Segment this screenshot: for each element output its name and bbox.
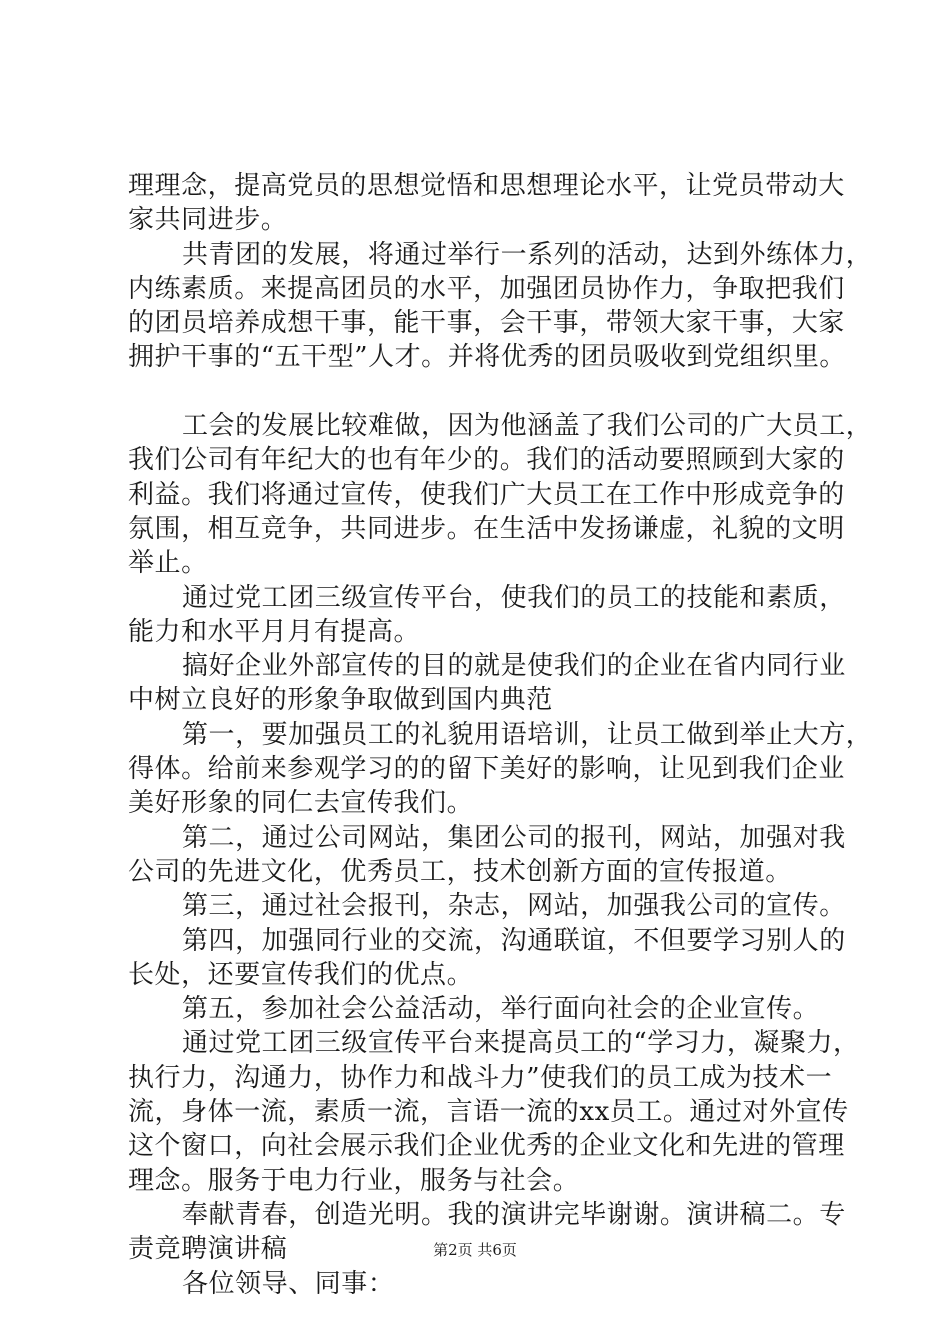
text-line: 得体。给前来参观学习的的留下美好的影响，让见到我们企业 <box>128 754 845 785</box>
text-line: 长处，还要宣传我们的优点。 <box>128 959 474 990</box>
paragraph-start-line: 共青团的发展，将通过举行一系列的活动，达到外练体力， <box>182 239 873 270</box>
paragraph-start-line: 第四，加强同行业的交流，沟通联谊，不但要学习别人的 <box>182 925 846 956</box>
text-line: 家共同进步。 <box>128 205 288 236</box>
text-line: 理念。服务于电力行业，服务与社会。 <box>128 1165 580 1196</box>
text-line: 这个窗口，向社会展示我们企业优秀的企业文化和先进的管理 <box>128 1131 845 1162</box>
text-line: 流，身体一流，素质一流，言语一流的xx员工。通过对外宣传 <box>128 1097 849 1128</box>
text-line: 氛围，相互竞争，共同进步。在生活中发扬谦虚，礼貌的文明 <box>128 513 845 544</box>
paragraph-start-line: 第二，通过公司网站，集团公司的报刊，网站，加强对我 <box>182 822 846 853</box>
text-line: 内练素质。来提高团员的水平，加强团员协作力，争取把我们 <box>128 273 845 304</box>
text-line: 利益。我们将通过宣传，使我们广大员工在工作中形成竞争的 <box>128 479 845 510</box>
page-number-footer: 第2页 共6页 <box>433 1241 517 1259</box>
text-line: 理理念，提高党员的思想觉悟和思想理论水平，让党员带动大 <box>128 171 845 201</box>
blank-line <box>128 375 828 409</box>
text-line: 我们公司有年纪大的也有年少的。我们的活动要照顾到大家的 <box>128 445 845 476</box>
paragraph-start-line: 通过党工团三级宣传平台，使我们的员工的技能和素质， <box>182 582 846 613</box>
paragraph-start-line: 第五，参加社会公益活动，举行面向社会的企业宣传。 <box>182 994 820 1025</box>
text-line: 中树立良好的形象争取做到国内典范 <box>128 685 553 716</box>
paragraph-start-line: 工会的发展比较难做，因为他涵盖了我们公司的广大员工， <box>182 411 873 442</box>
text-line: 能力和水平月月有提高。 <box>128 616 421 647</box>
paragraph-start-line: 通过党工团三级宣传平台来提高员工的“学习力，凝聚力， <box>182 1028 860 1059</box>
text-line: 的团员培养成想干事，能干事，会干事，带领大家干事，大家 <box>128 308 845 339</box>
text-line: 责竞聘演讲稿 <box>128 1234 288 1265</box>
paragraph-start-line: 第三，通过社会报刊，杂志，网站，加强我公司的宣传。 <box>182 891 846 922</box>
text-line: 举止。 <box>128 548 208 579</box>
document-body <box>128 169 873 1301</box>
paragraph-start-line: 搞好企业外部宣传的目的就是使我们的企业在省内同行业 <box>182 651 846 682</box>
paragraph-start-line: 各位领导、同事： <box>182 1268 395 1299</box>
text-line: 执行力，沟通力，协作力和战斗力”使我们的员工成为技术一 <box>128 1062 833 1093</box>
paragraph-start-line: 奉献青春，创造光明。我的演讲完毕谢谢。演讲稿二。专 <box>182 1199 846 1230</box>
text-line: 美好形象的同仁去宣传我们。 <box>128 788 474 819</box>
paragraph-start-line: 第一，要加强员工的礼貌用语培训，让员工做到举止大方， <box>182 719 873 750</box>
text-line: 公司的先进文化，优秀员工，技术创新方面的宣传报道。 <box>128 856 792 887</box>
text-line: 拥护干事的“五干型”人才。并将优秀的团员吸收到党组织里。 <box>128 342 846 373</box>
